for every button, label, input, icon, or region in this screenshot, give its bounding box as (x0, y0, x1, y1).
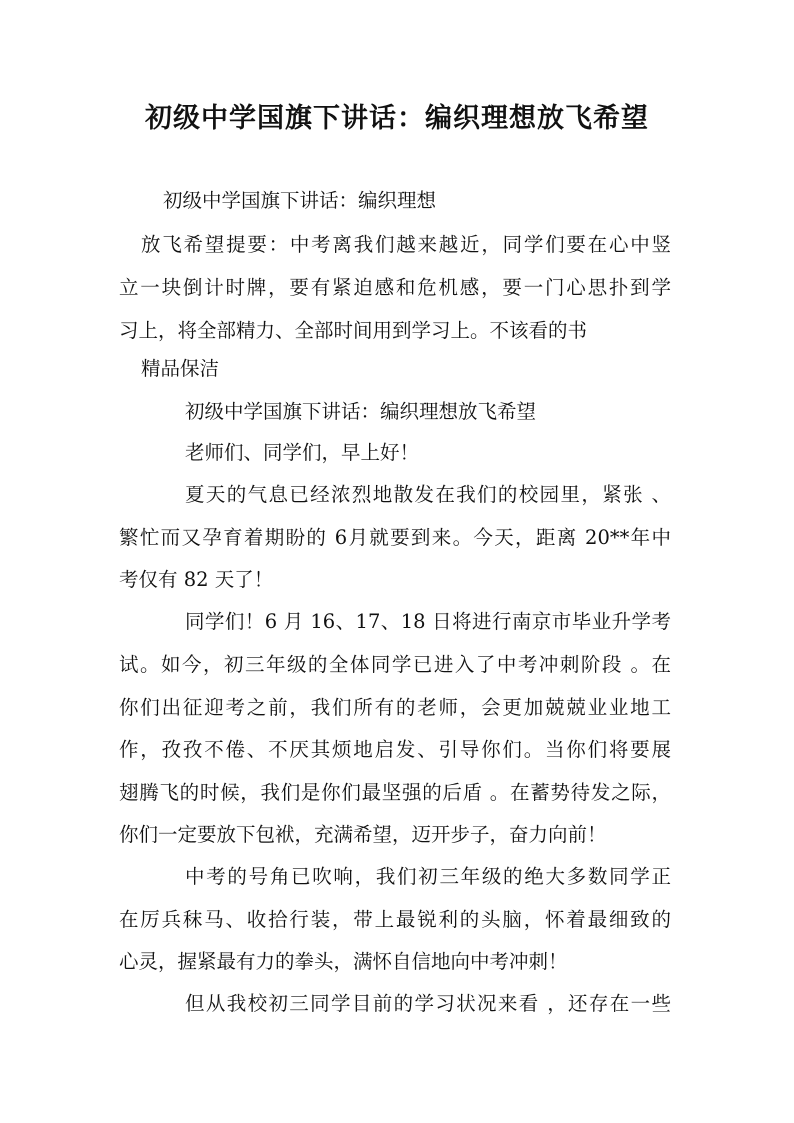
paragraph-2-line-4: 作，孜孜不倦、不厌其烦地启发、引导你们。当你们将要展 (119, 738, 671, 761)
paragraph-3-line-2: 在厉兵秣马、收拾行装，带上最锐利的头脑，怀着最细致的 (119, 908, 671, 931)
summary-line-2: 放飞希望提要：中考离我们越来越近，同学们要在心中竖 (141, 233, 671, 256)
tag-line: 精品保洁 (141, 357, 220, 380)
paragraph-1-line-2: 繁忙而又孕育着期盼的 6月就要到来。今天，距离 20**年中 (119, 526, 671, 549)
paragraph-2-line-6: 你们一定要放下包袱，充满希望，迈开步子，奋力向前！ (119, 823, 607, 846)
paragraph-1-line-1: 夏天的气息已经浓烈地散发在我们的校园里，紧张 、 (185, 483, 671, 506)
paragraph-1-line-3: 考仅有 82 天了！ (119, 568, 274, 591)
subtitle-line: 初级中学国旗下讲话：编织理想放飞希望 (185, 400, 537, 423)
greeting-line: 老师们、同学们，早上好！ (185, 441, 420, 464)
paragraph-3-line-1: 中考的号角已吹响，我们初三年级的绝大多数同学正 (185, 865, 671, 888)
summary-line-4: 习上，将全部精力、全部时间用到学习上。不该看的书 (119, 319, 588, 342)
paragraph-3-line-3: 心灵，握紧最有力的拳头，满怀自信地向中考冲刺！ (119, 950, 568, 973)
summary-line-3: 立一块倒计时牌，要有紧迫感和危机感，要一门心思扑到学 (119, 276, 671, 299)
paragraph-2-line-2: 试。如今，初三年级的全体同学已进入了中考冲刺阶段 。在 (119, 653, 671, 676)
document-title: 初级中学国旗下讲话：编织理想放飞希望 (145, 103, 649, 134)
paragraph-2-line-5: 翅腾飞的时候，我们是你们最坚强的后盾 。在蓄势待发之际， (119, 781, 671, 804)
paragraph-2-line-3: 你们出征迎考之前，我们所有的老师，会更加兢兢业业地工 (119, 696, 671, 719)
paragraph-4-line-1: 但从我校初三同学目前的学习状况来看 ，还存在一些 (185, 992, 671, 1015)
summary-line-1: 初级中学国旗下讲话：编织理想 (163, 189, 437, 212)
paragraph-2-line-1: 同学们！6 月 16、17、18 日将进行南京市毕业升学考 (185, 610, 671, 633)
